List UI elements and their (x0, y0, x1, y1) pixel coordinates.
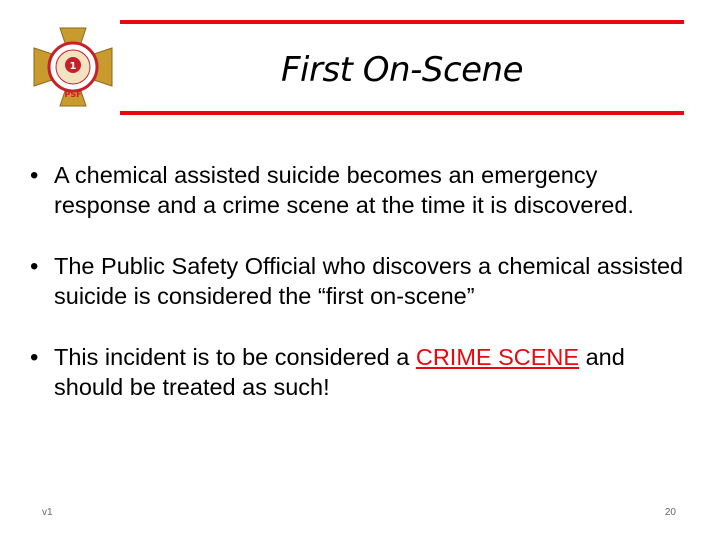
version-label: v1 (42, 507, 53, 518)
page-title: First On-Scene (280, 50, 524, 90)
maltese-cross-icon (30, 24, 116, 110)
bullet-item (30, 160, 700, 220)
title-top-rule (120, 20, 684, 24)
bullet-text-before: This incident is to be considered a (54, 344, 416, 370)
bullet-list (30, 160, 700, 433)
bullet-dot: • (30, 162, 39, 189)
bullet-dot: • (30, 253, 39, 280)
logo-text: PSF (64, 90, 82, 99)
bullet-text: A chemical assisted suicide becomes an emergency response and a crime scene at the time it is discovered. (54, 162, 634, 218)
bullet-dot: • (30, 344, 39, 371)
bullet-item (30, 342, 700, 402)
logo-badge-number: 1 (69, 61, 77, 72)
bullet-text: The Public Safety Official who discovers a chemical assisted suicide is considered the “first on-scene” (54, 253, 684, 309)
department-logo (30, 24, 116, 110)
title-bottom-rule (120, 111, 684, 115)
page-number: 20 (664, 507, 676, 518)
crime-scene-highlight: CRIME SCENE (415, 344, 580, 370)
bullet-item (30, 251, 700, 311)
bullet-text (54, 342, 700, 402)
bullet-text-after: and should be treated as such! (54, 344, 625, 400)
